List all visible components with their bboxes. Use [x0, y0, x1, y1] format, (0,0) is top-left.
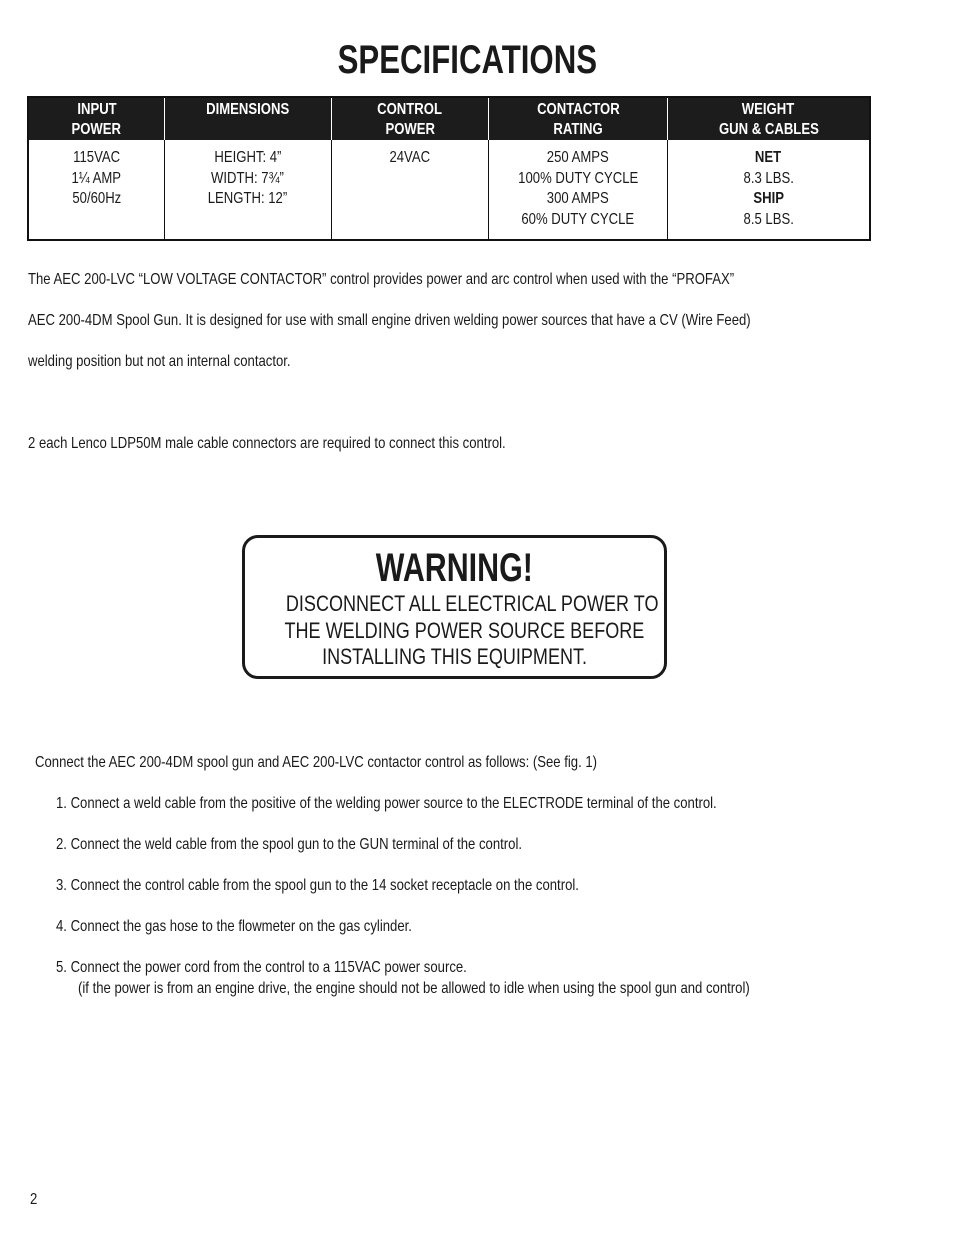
step-5: 5. Connect the power cord from the control to a 115VAC power source.: [56, 959, 467, 976]
page-title: SPECIFICATIONS: [337, 38, 598, 82]
warning-message: DISCONNECT ALL ELECTRICAL POWER TO THE WELDING POWER SOURCE BEFORE INSTALLING THIS EQUIPMENT.: [284, 591, 659, 669]
step-2: 2. Connect the weld cable from the spool gun to the GUN terminal of the control.: [56, 836, 523, 853]
cell-contactor-rating: 250 AMPS 100% DUTY CYCLE 300 AMPS 60% DUTY CYCLE: [489, 140, 668, 240]
warning-title: WARNING!: [375, 546, 534, 590]
header-control-power: CONTROL POWER: [331, 97, 489, 140]
intro-line-2: AEC 200-4DM Spool Gun. It is designed for use with small engine driven welding power sources that have a CV (Wire Feed): [28, 312, 751, 329]
table-row: [28, 140, 870, 240]
step-5-note: (if the power is from an engine drive, the engine should not be allowed to idle when using the spool gun and control): [78, 980, 750, 997]
table-header-row: [28, 97, 870, 140]
cell-input-power: 115VAC 1¼ AMP 50/60Hz: [71, 149, 122, 207]
header-dimensions: DIMENSIONS: [165, 97, 332, 140]
step-1: 1. Connect a weld cable from the positive of the welding power source to the ELECTRODE terminal of the control.: [56, 795, 717, 812]
header-weight: WEIGHT GUN & CABLES: [667, 97, 870, 140]
cell-weight: NET 8.3 LBS. SHIP 8.5 LBS.: [667, 140, 870, 240]
header-input-power: INPUT POWER: [28, 97, 165, 140]
header-contactor-rating: CONTACTOR RATING: [489, 97, 668, 140]
intro-line-3: welding position but not an internal contactor.: [28, 353, 291, 370]
intro-line-1: The AEC 200-LVC “LOW VOLTAGE CONTACTOR” control provides power and arc control when used with the “PROFAX”: [28, 271, 735, 288]
cell-dimensions: HEIGHT: 4” WIDTH: 7¾” LENGTH: 12”: [165, 140, 332, 240]
warning-box: [242, 535, 667, 679]
instructions-lead: Connect the AEC 200-4DM spool gun and AEC 200-LVC contactor control as follows: (See fig. 1): [35, 754, 598, 771]
cell-control-power: 24VAC: [331, 140, 489, 240]
specifications-table: [27, 96, 871, 241]
page-number: 2: [30, 1191, 38, 1208]
connectors-note: 2 each Lenco LDP50M male cable connectors are required to connect this control.: [28, 435, 506, 452]
step-4: 4. Connect the gas hose to the flowmeter on the gas cylinder.: [56, 918, 412, 935]
step-3: 3. Connect the control cable from the spool gun to the 14 socket receptacle on the control.: [56, 877, 579, 894]
